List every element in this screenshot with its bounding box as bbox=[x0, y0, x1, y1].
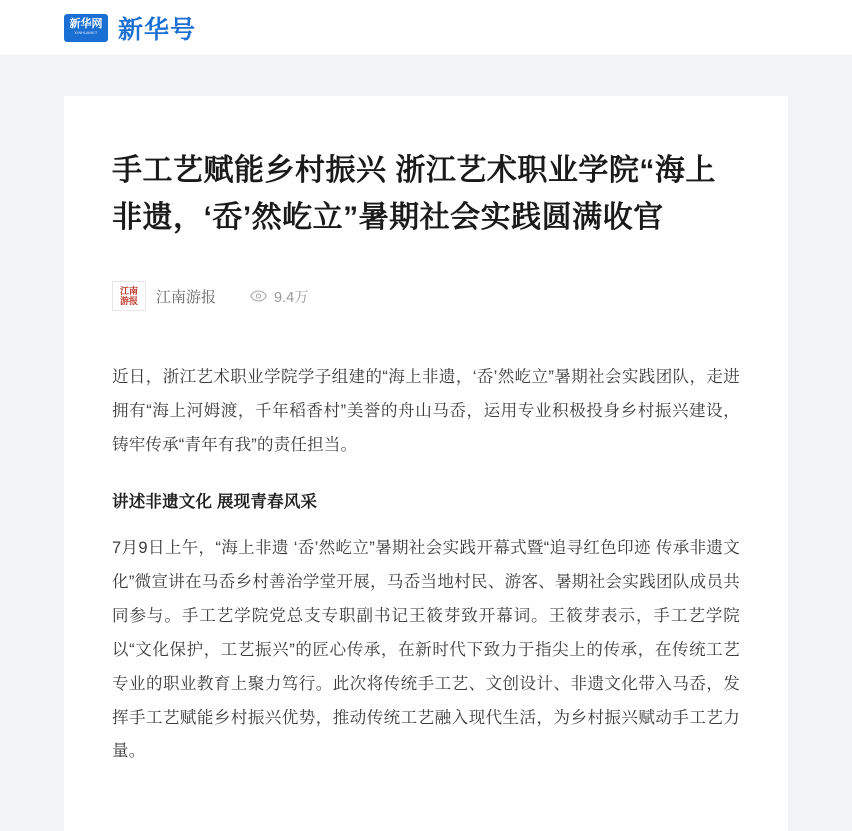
xinhuanet-logo-icon[interactable] bbox=[64, 14, 108, 42]
eye-icon bbox=[250, 290, 267, 302]
source-avatar-line2: 游报 bbox=[119, 296, 138, 306]
logo-mark-en: XINHUANET bbox=[74, 31, 98, 36]
view-count bbox=[250, 286, 309, 307]
article-subheading: 讲述非遗文化 展现青春风采 bbox=[112, 493, 318, 512]
site-header bbox=[0, 0, 852, 56]
logo-mark-cn: 新华网 bbox=[69, 18, 103, 31]
article-card bbox=[64, 96, 788, 831]
source-name[interactable]: 江南游报 bbox=[156, 288, 217, 306]
article-meta bbox=[112, 281, 740, 311]
page-body bbox=[0, 56, 852, 831]
view-count-value: 9.4万 bbox=[274, 289, 309, 306]
article-body bbox=[112, 361, 740, 769]
article-paragraph: 7月9日上午，“海上非遗 ‘岙’然屹立”暑期社会实践开幕式暨“追寻红色印迹 传承非遗文化”微宣讲在马岙乡村善治学堂开展，马岙当地村民、游客、暑期社会实践团队成员共同参与。手工艺学院党总支专职副书记王筱芽致开幕词。王筱芽表示，手工艺学院以“文化保护，工艺振兴”的匠心传承，在新时代下致力于指尖上的传承，在传统工艺专业的职业教育上聚力笃行。此次将传统手工艺、文创设计、非遗文化带入马岙，发挥手工艺赋能乡村振兴优势，推动传统工艺融入现代生活，为乡村振兴赋动手工艺力量。 bbox=[112, 539, 740, 761]
site-logo-wordmark[interactable]: 新华号 bbox=[118, 15, 197, 44]
source-avatar-line1: 江南 bbox=[119, 285, 138, 296]
page-title: 手工艺赋能乡村振兴 浙江艺术职业学院“海上非遗，‘岙’然屹立”暑期社会实践圆满收官 bbox=[112, 154, 716, 234]
article-paragraph: 近日，浙江艺术职业学院学子组建的“海上非遗，‘岙’然屹立”暑期社会实践团队，走进拥有“海上河姆渡，千年稻香村”美誉的舟山马岙，运用专业积极投身乡村振兴建设，铸牢传承“青年有我”的责任担当。 bbox=[112, 368, 740, 454]
source-avatar[interactable] bbox=[112, 281, 146, 311]
